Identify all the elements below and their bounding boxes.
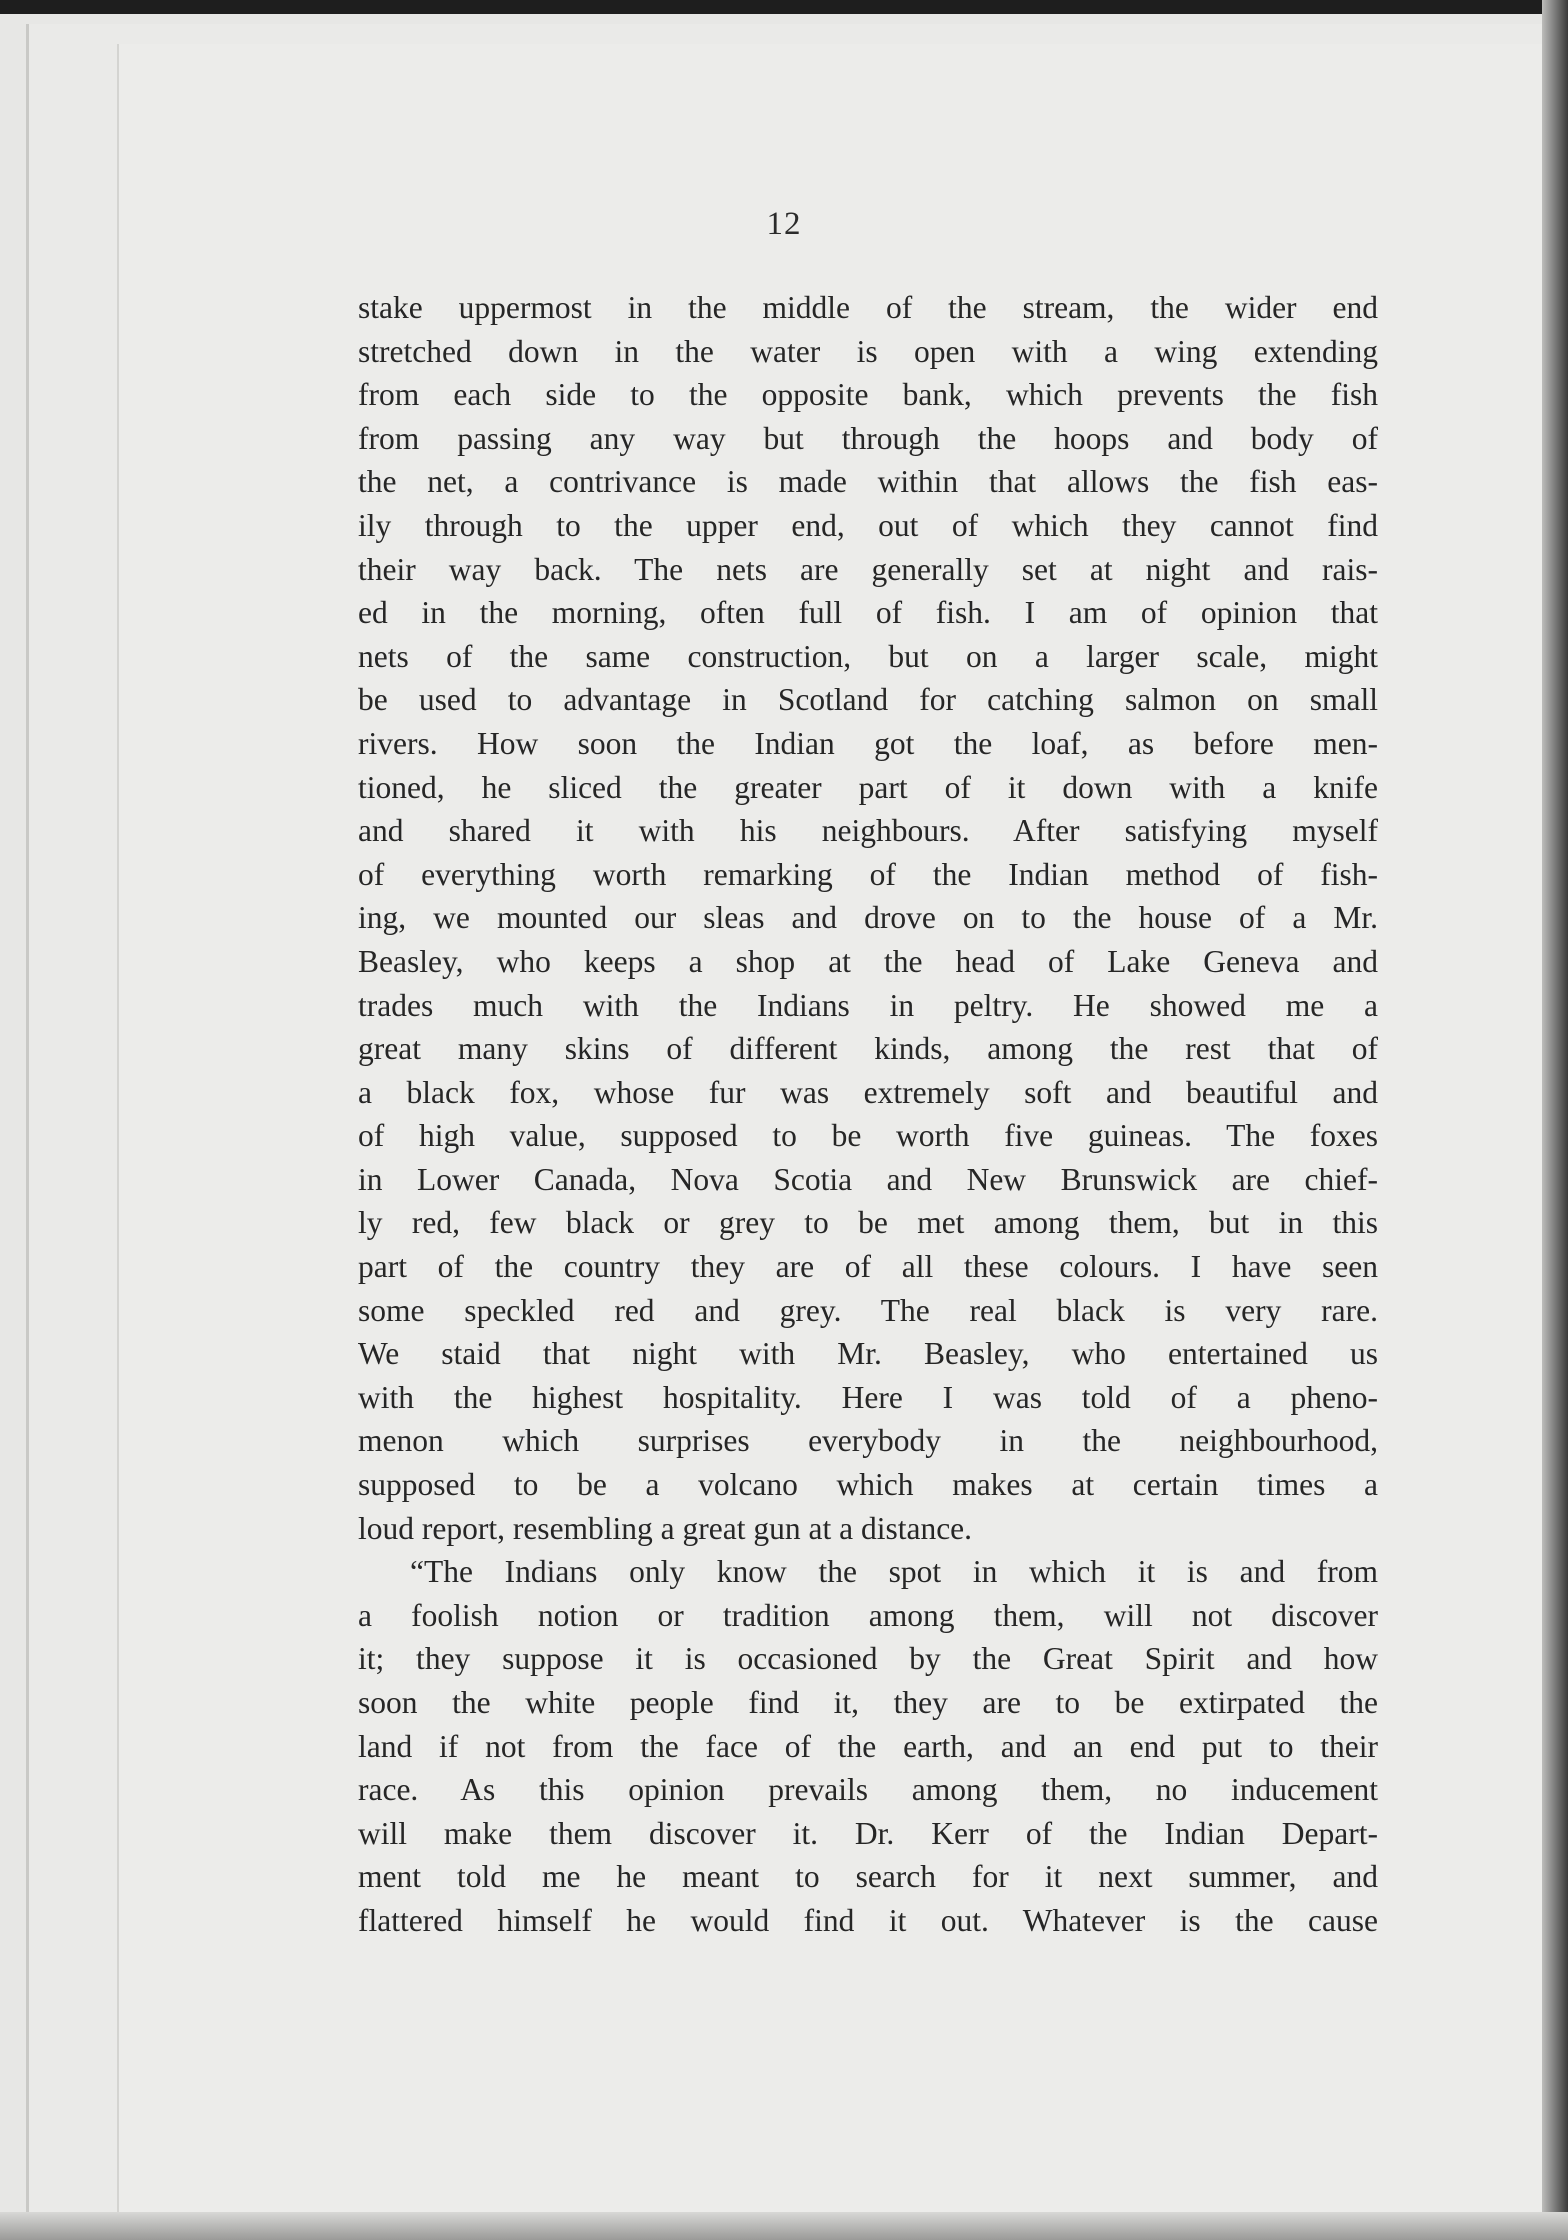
text-line: stretched down in the water is open with a wing extending (358, 333, 1378, 369)
text-line: great many skins of different kinds, among the rest that of (358, 1031, 1378, 1067)
text-line: ed in the morning, often full of fish. I am of opinion that (358, 595, 1378, 631)
text-line: of everything worth remarking of the Indian method of fish- (358, 856, 1378, 892)
text-line: supposed to be a volcano which makes at certain times a (358, 1467, 1378, 1503)
text-line: be used to advantage in Scotland for catching salmon on small (358, 682, 1378, 718)
text-line: from passing any way but through the hoops and body of (358, 420, 1378, 456)
text-line: in Lower Canada, Nova Scotia and New Brunswick are chief- (358, 1161, 1378, 1197)
text-line: land if not from the face of the earth, and an end put to their (358, 1728, 1378, 1764)
text-line: flattered himself he would find it out. Whatever is the cause (358, 1902, 1378, 1938)
text-line: stake uppermost in the middle of the stream, the wider end (358, 290, 1378, 325)
text-line: it; they suppose it is occasioned by the Great Spirit and how (358, 1641, 1378, 1677)
text-line: We staid that night with Mr. Beasley, who entertained us (358, 1336, 1378, 1372)
text-line: rivers. How soon the Indian got the loaf, as before men- (358, 725, 1378, 761)
text-line: ily through to the upper end, out of which they cannot find (358, 507, 1378, 543)
text-line: trades much with the Indians in peltry. He showed me a (358, 987, 1378, 1023)
text-line: tioned, he sliced the greater part of it down with a knife (358, 769, 1378, 805)
text-line: menon which surprises everybody in the neighbourhood, (358, 1423, 1378, 1459)
page-number: 12 (766, 206, 802, 242)
text-line: a foolish notion or tradition among them, will not discover (358, 1597, 1378, 1633)
text-line: ing, we mounted our sleas and drove on to the house of a Mr. (358, 900, 1378, 936)
page-right-shadow (1542, 0, 1568, 2240)
text-line: the net, a contrivance is made within that allows the fish eas- (358, 464, 1378, 500)
text-line: will make them discover it. Dr. Kerr of the Indian Depart- (358, 1815, 1378, 1851)
text-line: race. As this opinion prevails among them, no inducement (358, 1772, 1378, 1808)
text-line: a black fox, whose fur was extremely soft and beautiful and (358, 1074, 1378, 1110)
text-line: of high value, supposed to be worth five guineas. The foxes (358, 1118, 1378, 1154)
text-line: nets of the same construction, but on a larger scale, might (358, 638, 1378, 674)
text-line: and shared it with his neighbours. After satisfying myself (358, 813, 1378, 849)
text-line: ment told me he meant to search for it next summer, and (358, 1859, 1378, 1895)
text-line: soon the white people find it, they are to be extirpated the (358, 1685, 1378, 1720)
text-line: Beasley, who keeps a shop at the head of Lake Geneva and (358, 943, 1378, 979)
text-line: some speckled red and grey. The real black is very rare. (358, 1292, 1378, 1328)
page-bottom-edge (0, 2212, 1568, 2240)
text-line: their way back. The nets are generally set at night and rais- (358, 551, 1378, 587)
text-line: ly red, few black or grey to be met among them, but in this (358, 1205, 1378, 1241)
text-line: from each side to the opposite bank, which prevents the fish (358, 377, 1378, 413)
text-line: “The Indians only know the spot in which it is and from (410, 1554, 1378, 1590)
body-text (358, 286, 1378, 1943)
text-line: part of the country they are of all these colours. I have seen (358, 1249, 1378, 1285)
text-line: loud report, resembling a great gun at a distance. (358, 1510, 973, 1546)
text-line: with the highest hospitality. Here I was told of a pheno- (358, 1379, 1378, 1415)
